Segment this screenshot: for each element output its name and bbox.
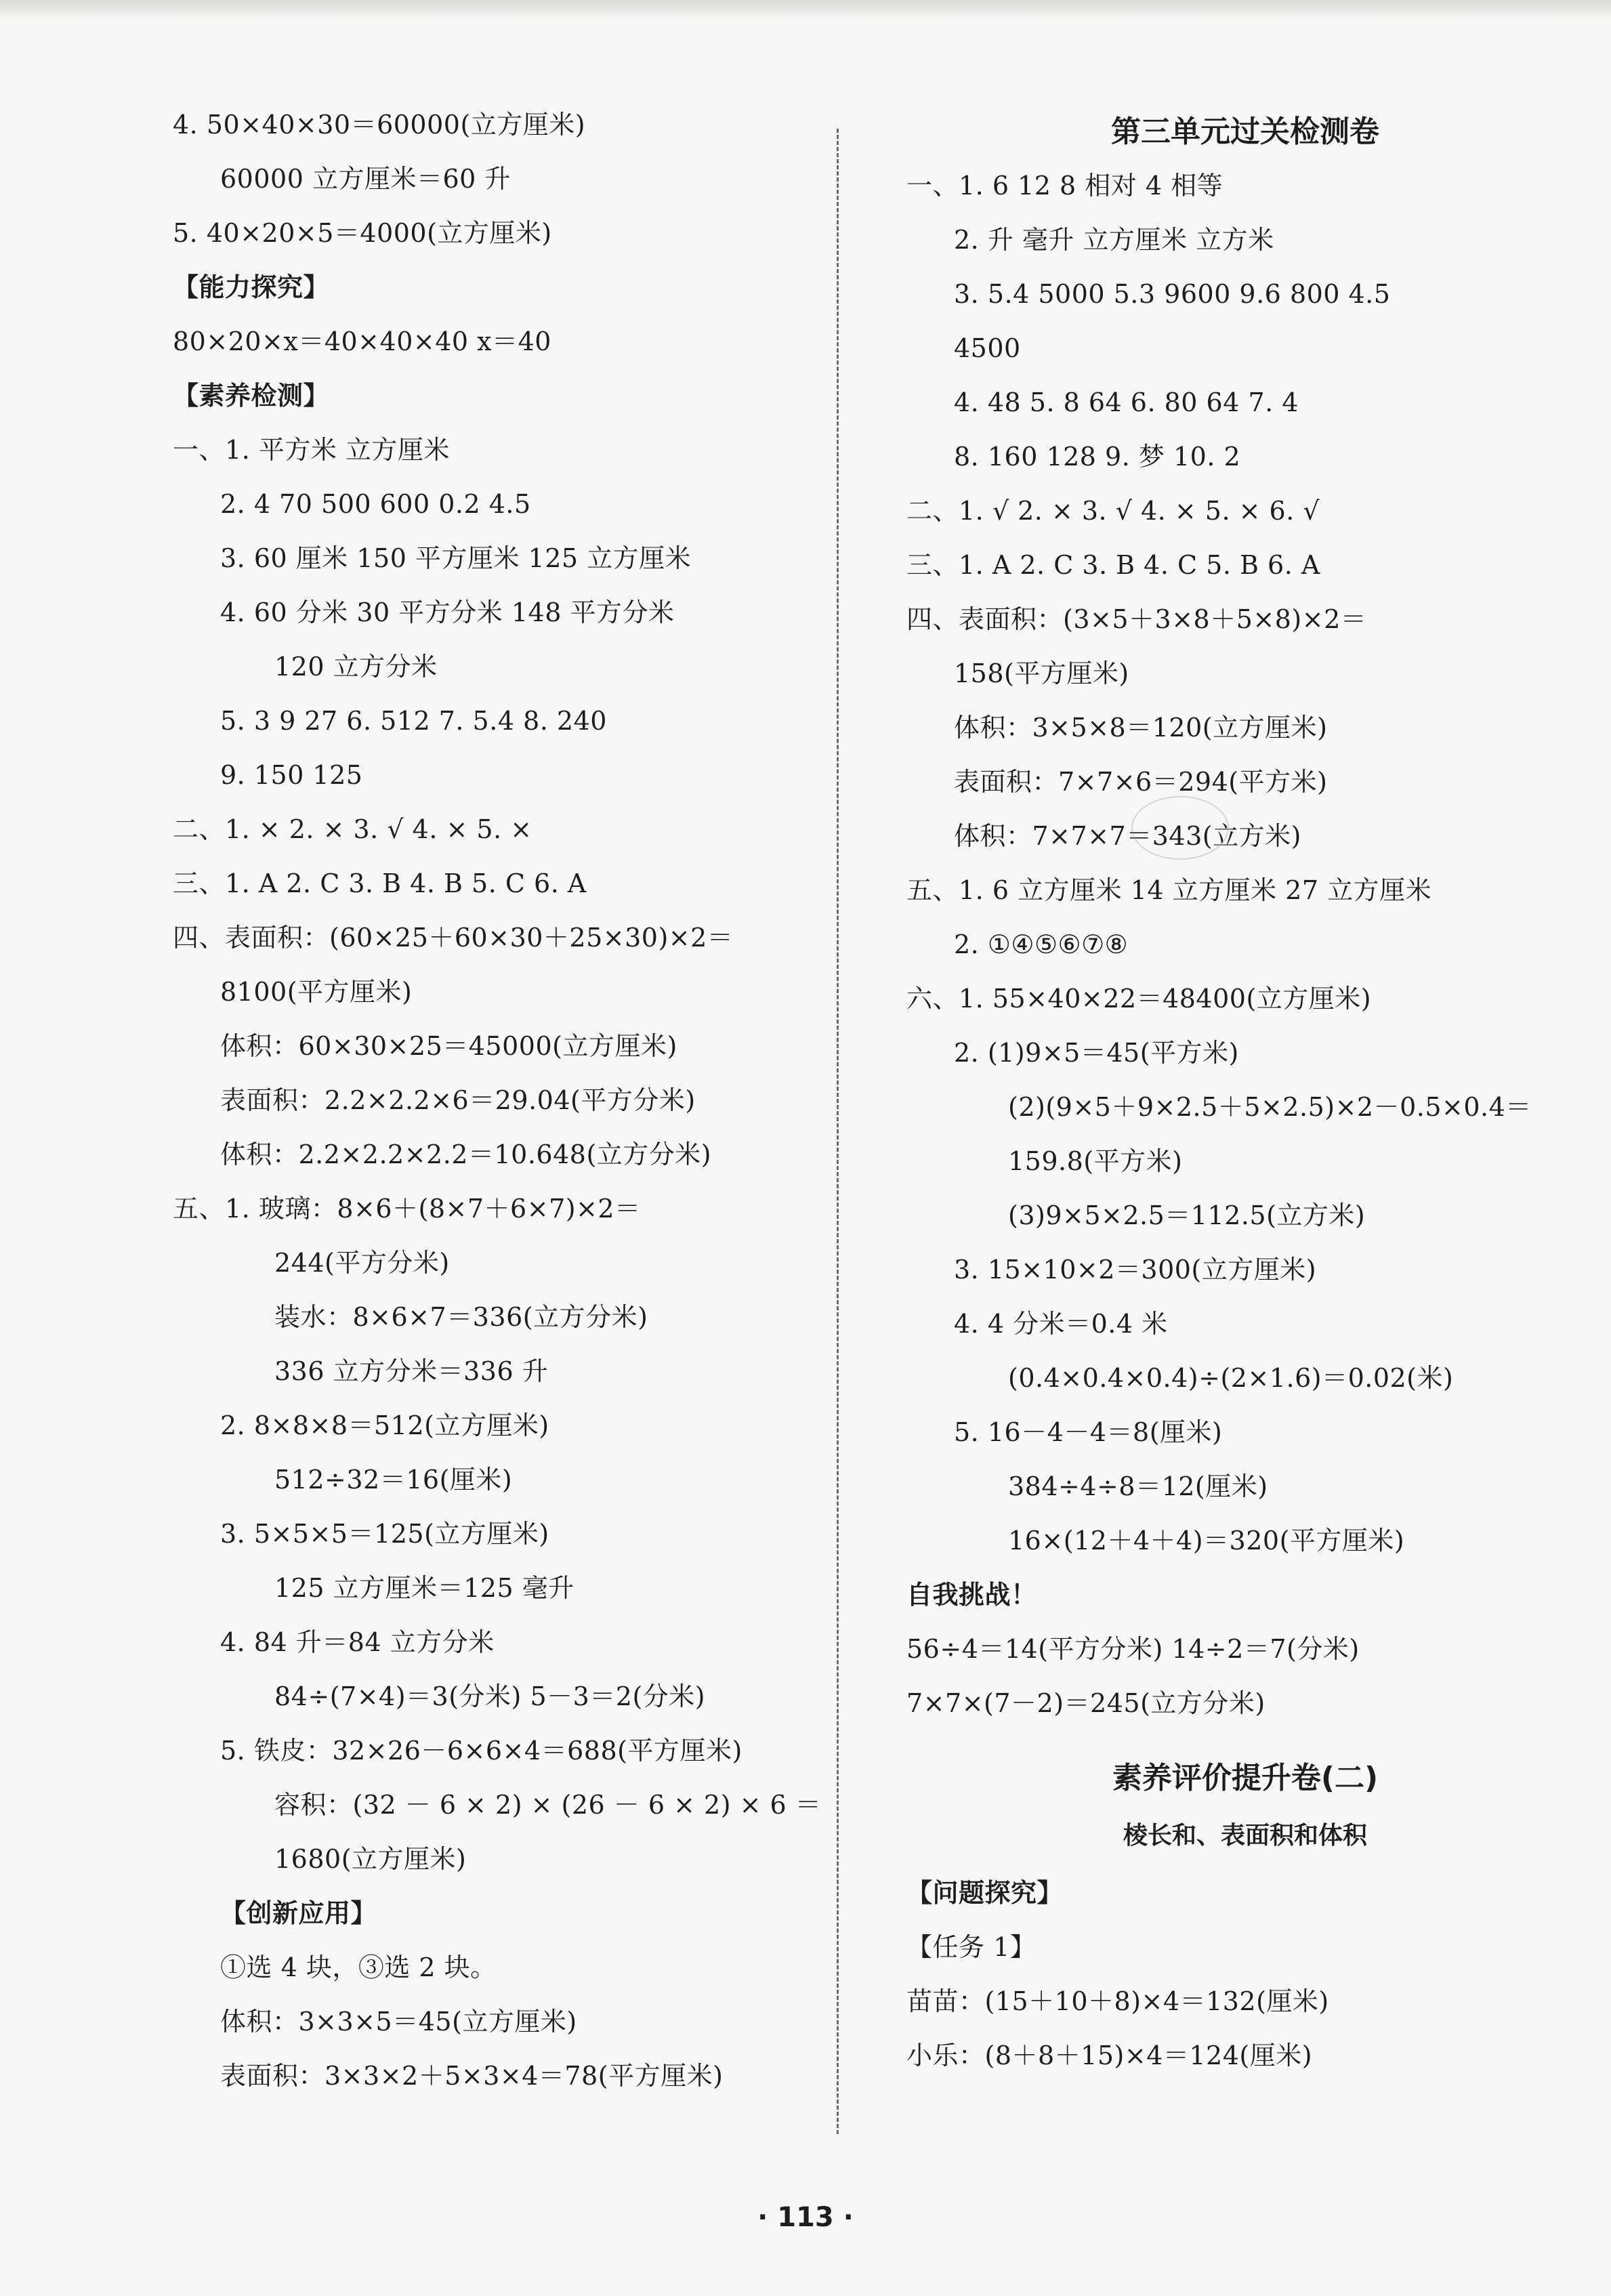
- answer-line: 3. 15×10×2＝300(立方厘米): [954, 1255, 1317, 1285]
- answer-line: 9. 150 125: [220, 760, 363, 790]
- right-column: [906, 112, 1584, 2097]
- answer-line: ①选 4 块，③选 2 块。: [220, 1953, 497, 1982]
- answer-line: 120 立方分米: [274, 652, 438, 682]
- answer-line: 二、1. × 2. × 3. √ 4. × 5. ×: [173, 814, 532, 844]
- faint-stamp: [1131, 796, 1229, 860]
- answer-line: 一、1. 平方米 立方厘米: [173, 435, 450, 465]
- section-answers: [906, 173, 1584, 1716]
- answer-line: 384÷4÷8＝12(厘米): [1008, 1471, 1268, 1501]
- answer-line: 3. 5.4 5000 5.3 9600 9.6 800 4.5: [954, 279, 1391, 309]
- answer-line: (2)(9×5＋9×2.5＋5×2.5)×2－0.5×0.4＝: [1008, 1092, 1532, 1122]
- answer-line: 五、1. 6 立方厘米 14 立方厘米 27 立方厘米: [906, 875, 1432, 905]
- answer-line: 158(平方厘米): [954, 659, 1129, 688]
- answer-line: 苗苗：(15＋10＋8)×4＝132(厘米): [906, 1986, 1329, 2016]
- answer-line: 4500: [954, 333, 1021, 363]
- answer-line: 125 立方厘米＝125 毫升: [274, 1573, 574, 1603]
- answer-line: 5. 3 9 27 6. 512 7. 5.4 8. 240: [220, 706, 607, 736]
- answer-line: 4. 50×40×30＝60000(立方厘米): [173, 110, 586, 140]
- answer-line: 1680(立方厘米): [274, 1844, 467, 1874]
- answer-line: 2. 4 70 500 600 0.2 4.5: [220, 489, 531, 519]
- column-divider: [837, 129, 839, 2134]
- answer-line: 5. 40×20×5＝4000(立方厘米): [173, 218, 552, 248]
- answer-line: 4. 60 分米 30 平方分米 148 平方分米: [220, 598, 675, 627]
- answer-line: 60000 立方厘米＝60 升: [220, 164, 511, 194]
- answer-line: 2. 8×8×8＝512(立方厘米): [220, 1411, 549, 1440]
- section2-title: 素养评价提升卷(二): [1112, 1761, 1379, 1795]
- answer-line: 装水：8×6×7＝336(立方分米): [274, 1302, 648, 1332]
- answer-line: 56÷4＝14(平方分米) 14÷2＝7(分米): [906, 1634, 1360, 1664]
- answer-line: 5. 16－4－4＝8(厘米): [954, 1417, 1223, 1447]
- answer-line: 三、1. A 2. C 3. B 4. C 5. B 6. A: [906, 550, 1320, 580]
- answer-line: 80×20×x＝40×40×40 x＝40: [173, 327, 551, 356]
- answer-line: 一、1. 6 12 8 相对 4 相等: [906, 171, 1223, 201]
- answer-line: 二、1. √ 2. × 3. √ 4. × 5. × 6. √: [906, 496, 1320, 526]
- answer-line: 8. 160 128 9. 梦 10. 2: [954, 442, 1241, 472]
- answer-line: (0.4×0.4×0.4)÷(2×1.6)＝0.02(米): [1008, 1363, 1454, 1393]
- page-number: · 113 ·: [757, 2202, 854, 2233]
- answer-line: 2. (1)9×5＝45(平方米): [954, 1038, 1239, 1068]
- section-title: 第三单元过关检测卷: [1111, 114, 1379, 149]
- answer-line: 244(平方分米): [274, 1248, 450, 1278]
- answer-line: 表面积：2.2×2.2×6＝29.04(平方分米): [220, 1085, 696, 1115]
- answer-line: 4. 84 升＝84 立方分米: [220, 1627, 495, 1657]
- answer-line: 2. ①④⑤⑥⑦⑧: [954, 930, 1129, 959]
- answer-line: 容积：(32 － 6 × 2) × (26 － 6 × 2) × 6 ＝: [274, 1790, 822, 1820]
- answer-line: 自我挑战！: [906, 1580, 1037, 1610]
- answer-line: (3)9×5×2.5＝112.5(立方米): [1008, 1201, 1366, 1230]
- answer-line: 4. 48 5. 8 64 6. 80 64 7. 4: [954, 388, 1299, 417]
- answer-line: 【创新应用】: [220, 1898, 377, 1928]
- answer-line: 三、1. A 2. C 3. B 4. B 5. C 6. A: [173, 869, 587, 898]
- section2-answers: [906, 1880, 1584, 2068]
- answer-line: 四、表面积：(60×25＋60×30＋25×30)×2＝: [173, 923, 734, 953]
- section2-subtitle: 棱长和、表面积和体积: [1123, 1822, 1367, 1850]
- left-column: [173, 112, 850, 2117]
- answer-line: 3. 60 厘米 150 平方厘米 125 立方厘米: [220, 543, 692, 573]
- answer-line: 5. 铁皮：32×26－6×6×4＝688(平方厘米): [220, 1736, 742, 1766]
- answer-line: 4. 4 分米＝0.4 米: [954, 1309, 1168, 1339]
- answer-line: 84÷(7×4)＝3(分米) 5－3＝2(分米): [274, 1682, 706, 1711]
- answer-line: 3. 5×5×5＝125(立方厘米): [220, 1519, 549, 1549]
- answer-line: 小乐：(8＋8＋15)×4＝124(厘米): [906, 2041, 1313, 2070]
- answer-line: 表面积：7×7×6＝294(平方米): [954, 767, 1328, 797]
- answer-line: 【任务 1】: [906, 1932, 1037, 1962]
- answer-line: 五、1. 玻璃：8×6＋(8×7＋6×7)×2＝: [173, 1194, 641, 1224]
- answer-line: 【能力探究】: [173, 272, 330, 302]
- answer-line: 体积：7×7×7＝343(立方米): [954, 821, 1301, 851]
- answer-line: 【问题探究】: [906, 1878, 1064, 1908]
- answer-line: 体积：3×5×8＝120(立方厘米): [954, 713, 1328, 743]
- answer-line: 体积：60×30×25＝45000(立方厘米): [220, 1031, 677, 1061]
- answer-line: 2. 升 毫升 立方厘米 立方米: [954, 225, 1274, 255]
- answer-line: 六、1. 55×40×22＝48400(立方厘米): [906, 984, 1372, 1014]
- answer-line: 7×7×(7－2)＝245(立方分米): [906, 1688, 1265, 1718]
- page-top-edge: [0, 0, 1611, 20]
- answer-line: 体积：2.2×2.2×2.2＝10.648(立方分米): [220, 1140, 712, 1169]
- answer-line: 体积：3×3×5＝45(立方厘米): [220, 2007, 577, 2037]
- answer-line: 8100(平方厘米): [220, 977, 413, 1007]
- answer-line: 159.8(平方米): [1008, 1146, 1183, 1176]
- answer-line: 16×(12＋4＋4)＝320(平方厘米): [1008, 1526, 1405, 1556]
- answer-line: 【素养检测】: [173, 381, 330, 411]
- answer-line: 四、表面积：(3×5＋3×8＋5×8)×2＝: [906, 604, 1367, 634]
- answer-line: 表面积：3×3×2＋5×3×4＝78(平方厘米): [220, 2061, 724, 2091]
- answer-line: 336 立方分米＝336 升: [274, 1356, 549, 1386]
- answer-line: 512÷32＝16(厘米): [274, 1465, 513, 1495]
